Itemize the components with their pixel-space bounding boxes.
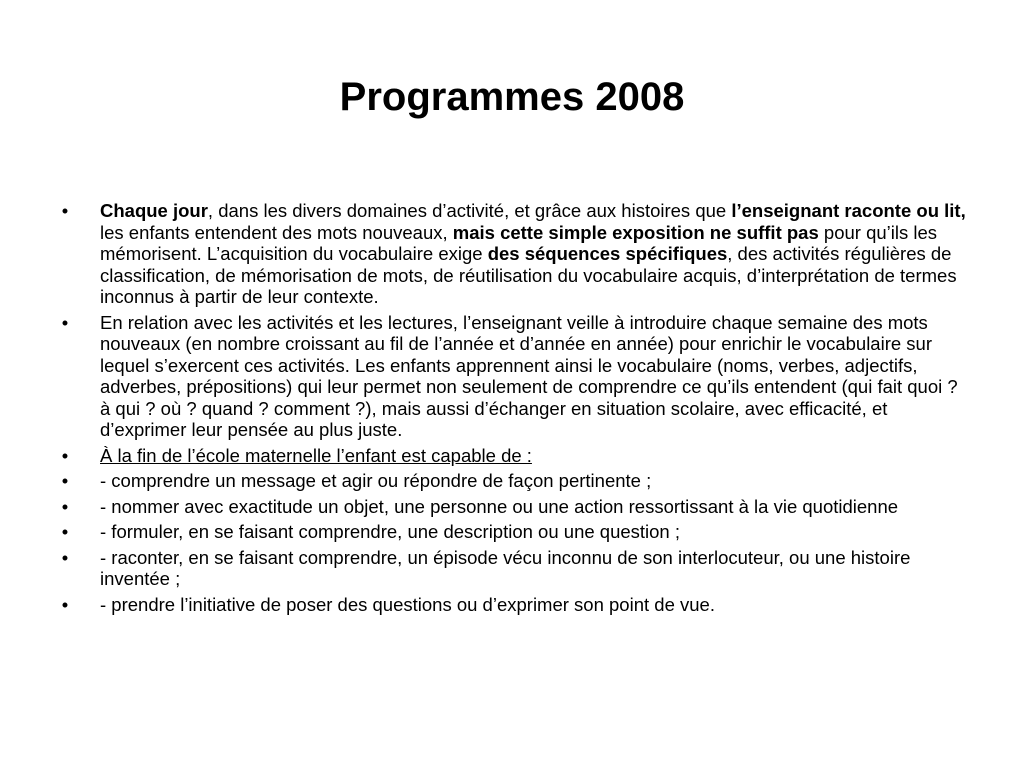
bullet-text <box>100 312 958 441</box>
bullet-list <box>58 200 968 619</box>
bullet-marker: • <box>61 495 69 517</box>
bullet-marker: • <box>61 311 69 333</box>
bullet-marker: • <box>61 546 69 568</box>
bullet-marker: • <box>61 470 69 491</box>
bullet-item <box>58 594 968 616</box>
underlined-text-run: À la fin de l’école maternelle l’enfant est capable de : <box>100 444 532 466</box>
bullet-item <box>58 547 968 590</box>
bullet-marker: • <box>61 200 69 221</box>
text-run: - prendre l’initiative de poser des questions ou d’exprimer son point de vue. <box>100 593 715 615</box>
bullet-text <box>100 496 898 517</box>
bullet-marker: • <box>61 521 69 542</box>
text-run: , dans les divers domaines d’activité, et grâce aux histoires que <box>207 200 732 221</box>
bold-text-run: mais cette simple exposition ne suffit pas <box>452 221 819 243</box>
text-run: En relation avec les activités et les lectures, l’enseignant veille à introduire chaque semaine des mots nouveaux (en nombre croissant au fil de l’année et d’année en année) pour enrichir le vocabulaire sur lequel s’exercent ces activités. Les enfants apprennent ainsi le vocabulaire (noms, verbes, adjectifs, adverbes, prépositions) qui leur permet non seulement de comprendre ce qu’ils entendent (qui fait quoi ? à qui ? où ? quand ? comment ?), mais aussi d’échanger en situation scolaire, avec efficacité, et d’exprimer leur pensée au plus juste. <box>100 311 958 440</box>
bullet-item <box>58 312 968 441</box>
bullet-item <box>58 496 968 518</box>
bullet-marker: • <box>61 444 69 466</box>
bullet-text <box>100 445 532 466</box>
bullet-item <box>58 521 968 543</box>
text-run: pour qu’ils les mémorisent. L’acquisition du vocabulaire exige <box>100 221 938 264</box>
bullet-item <box>58 470 968 492</box>
bullet-item <box>58 200 968 308</box>
text-run: , des activités régulières de classification, de mémorisation de mots, de réutilisation du vocabulaire acquis, d’interprétation de termes inconnus à partir de leur contexte. <box>100 243 957 307</box>
text-run: - nommer avec exactitude un objet, une personne ou une action ressortissant à la vie quotidienne <box>100 495 899 517</box>
text-run: - raconter, en se faisant comprendre, un épisode vécu inconnu de son interlocuteur, ou une histoire inventée ; <box>100 546 911 589</box>
text-run: - comprendre un message et agir ou répondre de façon pertinente ; <box>100 470 652 491</box>
bullet-text <box>100 470 651 491</box>
bullet-marker: • <box>61 593 69 615</box>
bold-text-run: Chaque jour <box>100 200 208 221</box>
bold-text-run: l’enseignant raconte ou lit, <box>731 200 966 221</box>
bold-text-run: des séquences spécifiques <box>487 243 728 264</box>
bullet-text <box>100 200 966 307</box>
slide-title: Programmes 2008 <box>339 75 685 119</box>
text-run: - formuler, en se faisant comprendre, une description ou une question ; <box>100 521 681 542</box>
bullet-text <box>100 594 715 615</box>
bullet-item <box>58 445 968 467</box>
text-run: les enfants entendent des mots nouveaux, <box>100 221 453 243</box>
bullet-text <box>100 521 680 542</box>
bullet-text <box>100 547 910 590</box>
